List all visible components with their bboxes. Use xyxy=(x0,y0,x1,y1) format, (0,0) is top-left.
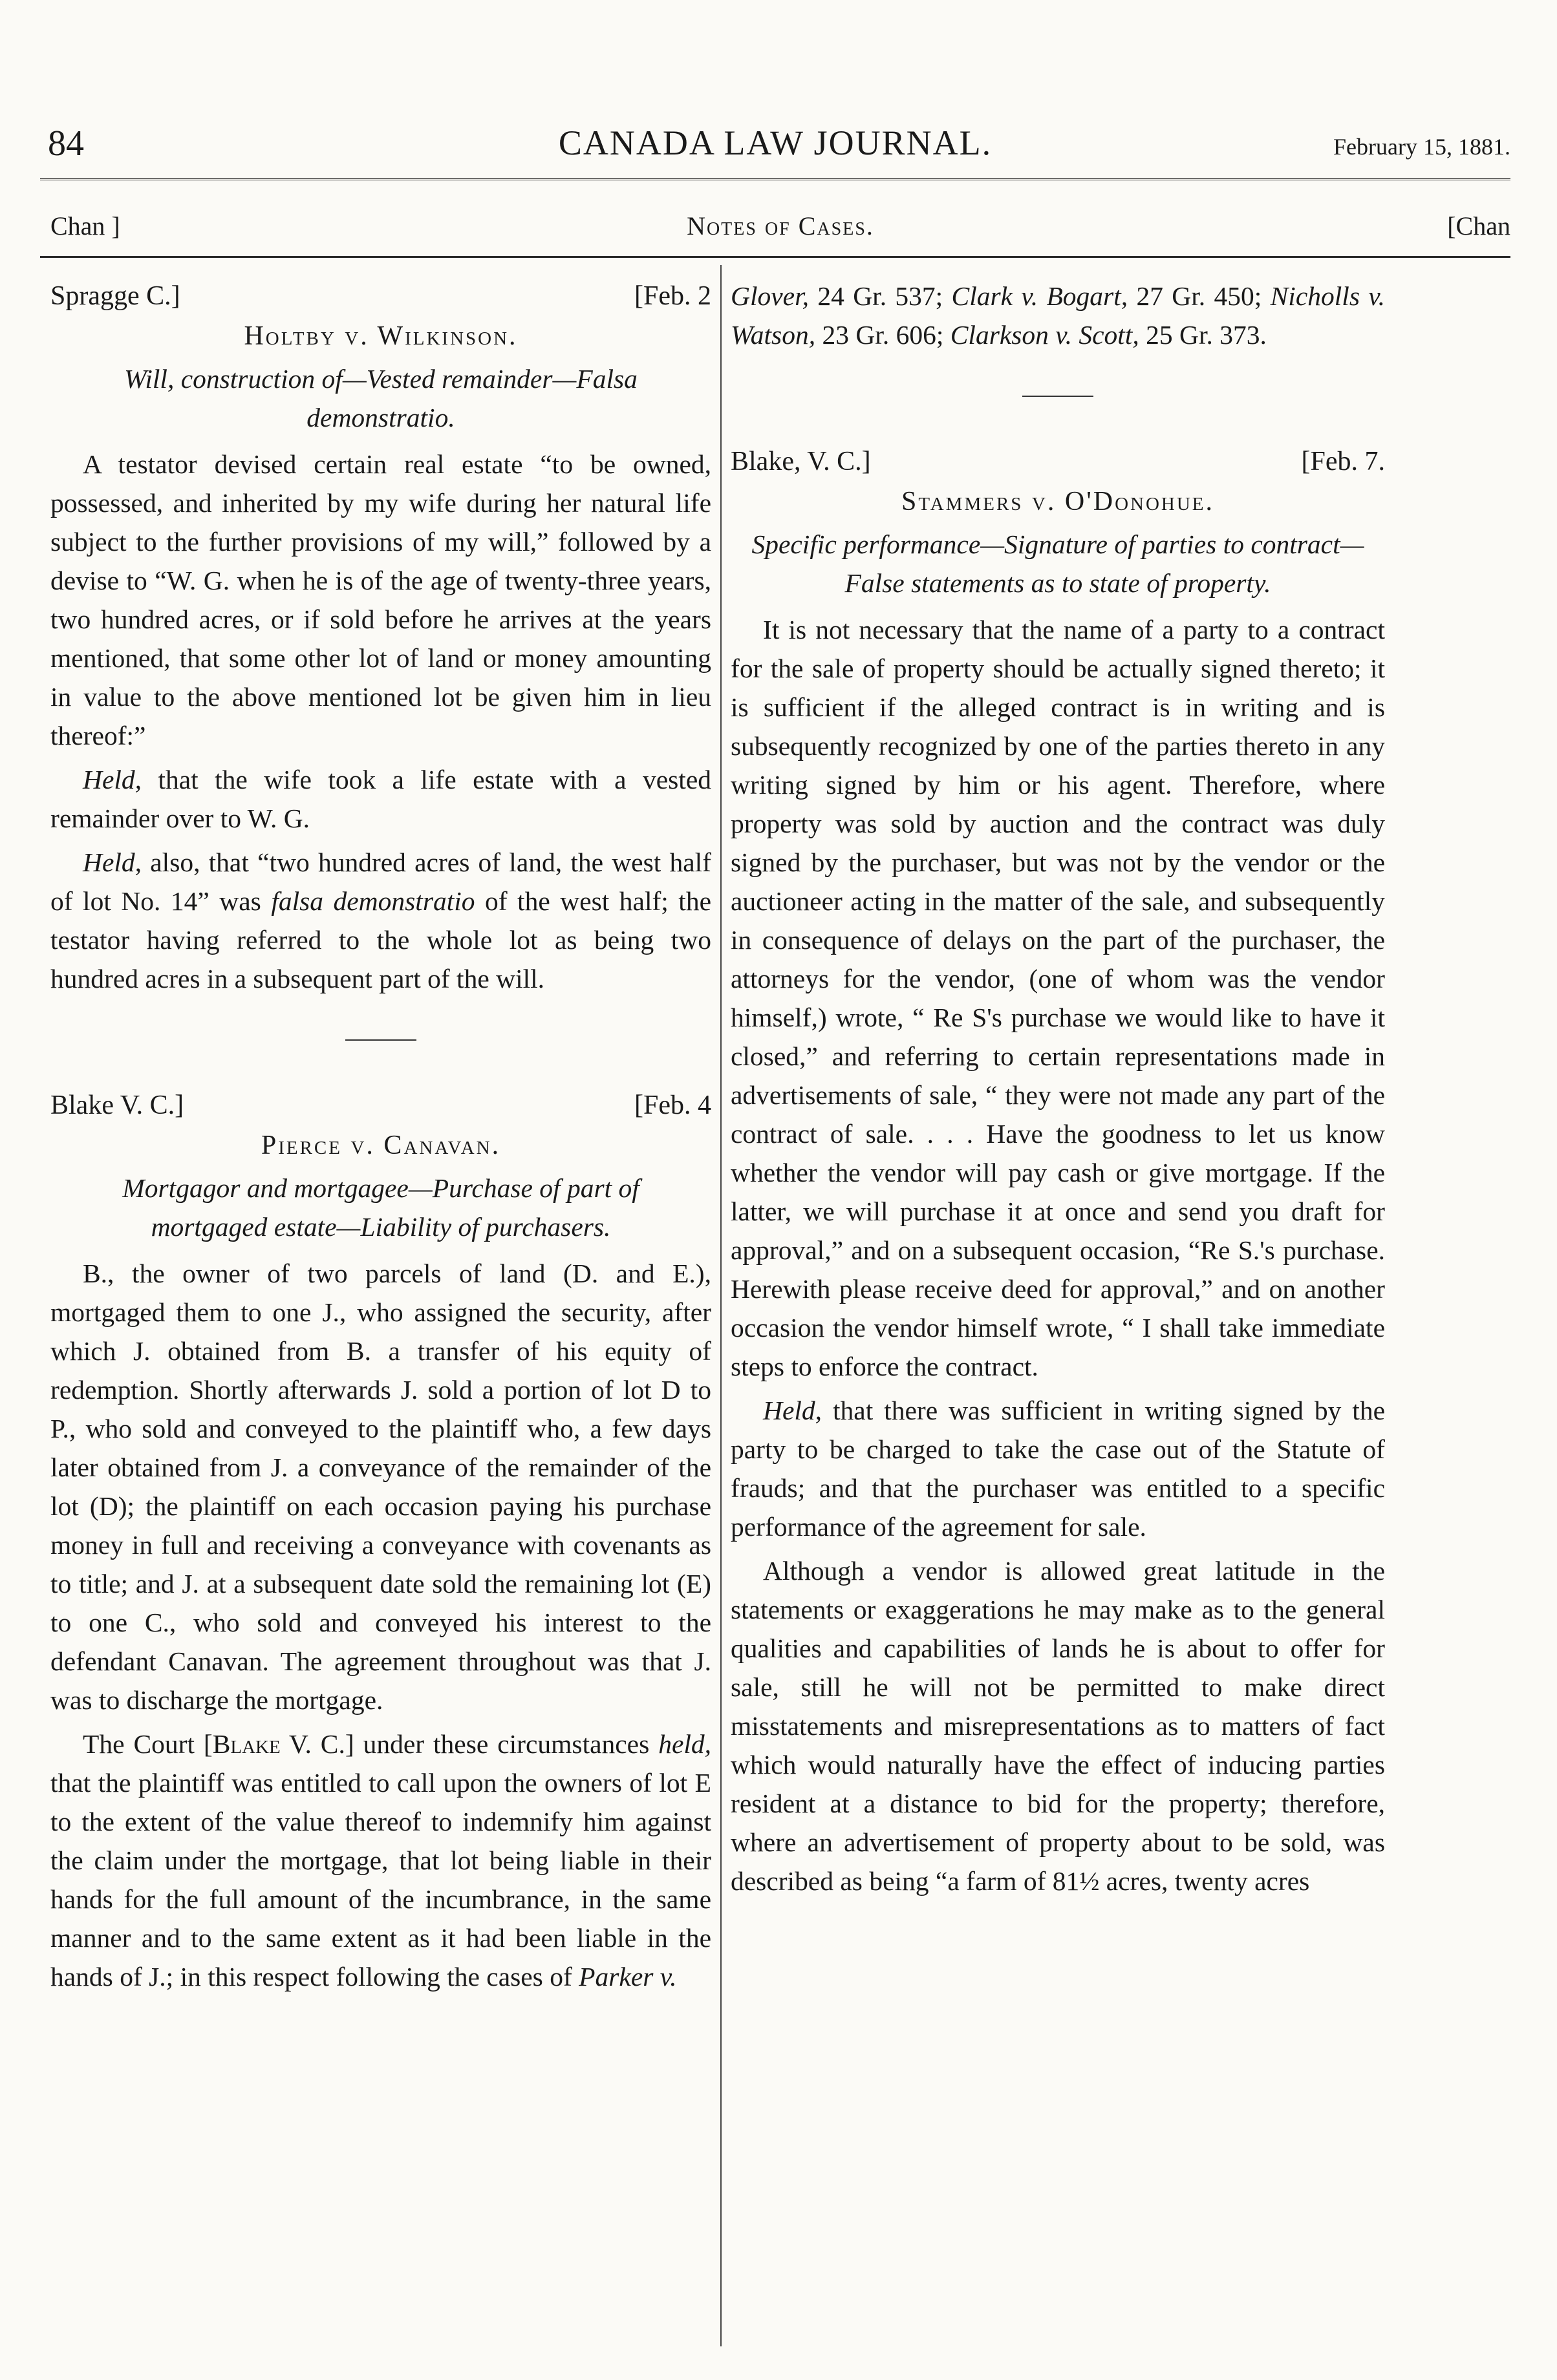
citation-name: Clarkson v. Scott, xyxy=(950,320,1139,350)
held-text: of the west half; the testator having referred to the whole lot as being two hundred acres in a subsequent part of the will. xyxy=(50,886,711,993)
citation-name: Clark v. Bogart, xyxy=(951,281,1128,311)
issue-date: February 15, 1881. xyxy=(1333,134,1510,160)
held-label: held, xyxy=(658,1729,711,1759)
case-header-stammers xyxy=(731,442,1385,482)
section-right-label: [Chan xyxy=(1447,211,1510,240)
case-date: [Feb. 4 xyxy=(634,1090,711,1120)
page-number: 84 xyxy=(48,123,84,164)
held-label: Held, xyxy=(83,847,142,877)
citation-ref: 23 Gr. 606; xyxy=(815,320,950,350)
section-rule xyxy=(40,256,1510,258)
citation-list xyxy=(731,277,1385,354)
case-separator xyxy=(345,1039,416,1041)
case-citation-name: Parker v. xyxy=(579,1962,677,1992)
case-title: Pierce v. Canavan. xyxy=(261,1131,501,1160)
held-paragraph xyxy=(731,1391,1385,1546)
case-header-holtby xyxy=(50,277,711,317)
case-title: Stammers v. O'Donohue. xyxy=(901,487,1215,516)
held-paragraph xyxy=(50,1725,711,1996)
citation-name: Glover, xyxy=(731,281,810,311)
citation-name: Nicholls v. Watson, xyxy=(731,281,1385,350)
case-date: [Feb. 2 xyxy=(634,281,711,311)
held-text: ] under these circumstances xyxy=(345,1729,659,1759)
case-subject: Mortgagor and mortgagee—Purchase of part of mortgaged estate—Liability of purchasers. xyxy=(122,1173,639,1242)
citation-ref: 27 Gr. 450; xyxy=(1128,281,1271,311)
case-separator xyxy=(1022,396,1093,397)
left-column xyxy=(50,277,711,2339)
judge-label: Blake, V. C.] xyxy=(731,447,871,476)
case-paragraph: Although a vendor is allowed great latitude in the statements or exaggerations he may make as to the general qualities and capabilities of lands he is about to offer for sale, still he will not be permitted to make direct misstatements and misrepresentations as to matters of fact which would naturally have the effect of inducing parties resident at a distance to bid for the property; therefore, where an advertisement of property about to be sold, was described as being “a farm of 81½ acres, twenty acres xyxy=(731,1556,1385,1896)
column-divider xyxy=(720,265,722,2346)
judge-label: Spragge C.] xyxy=(50,281,180,311)
held-label: Held, xyxy=(83,765,142,794)
held-paragraph xyxy=(50,843,711,998)
right-column xyxy=(731,277,1385,2339)
held-text: that there was sufficient in writing signed by the party to be charged to take the case out of the Statute of frauds; and that the purchaser was entitled to a specific performance of the agreement for sale. xyxy=(731,1396,1385,1542)
held-paragraph xyxy=(50,760,711,838)
header-rule xyxy=(40,178,1510,184)
held-text: that the plaintiff was entitled to call upon the owners of lot E to the extent of the value thereof to indemnify him against the claim under the mortgage, that lot being liable in their hands for the full amount of the incumbrance, in the same manner and to the same extent as it had been liable in the hands of J.; in this respect following the cases of xyxy=(50,1768,711,1992)
case-paragraph: It is not necessary that the name of a party to a contract for the sale of property should be actually signed thereto; it is sufficient if the alleged contract is in writing and is subsequently recognized by one of the parties thereto in any writing signed by him or his agent. Therefore, where property was sold by auction and the contract was duly signed by the purchaser, but was not by the vendor or the auctioneer acting in the matter of the sale, and subsequently in consequence of delays on the part of the purchaser, the attorneys for the vendor, (one of whom was the vendor himself,) wrote, “ Re S's purchase we would like to have it closed,” and referring to certain representations made in advertisements of sale, “ they were not made any part of the contract of sale. . . . Have the goodness to let us know whether the vendor will pay cash or give mortgage. If the latter, we will purchase it at once and send you draft for approval,” and on a subsequent occasion, “Re S.'s purchase. Herewith please receive deed for approval,” and on another occasion the vendor himself wrote, “ I shall take immediate steps to enforce the contract. xyxy=(731,615,1385,1381)
case-paragraph: B., the owner of two parcels of land (D. and E.), mortgaged them to one J., who assigned the security, after which J. obtained from B. a transfer of his equity of redemption. Shortly afterwards J. sold a portion of lot D to P., who sold and conveyed to the plaintiff who, a few days later obtained from J. a conveyance of the remainder of the lot (D); the plaintiff on each occasion paying his purchase money in full and receiving a conveyance with covenants as to title; and J. at a subsequent date sold the remaining lot (E) to one C., who sold and conveyed his interest to the defendant Canavan. The agreement throughout was that J. was to discharge the mortgage. xyxy=(50,1259,711,1715)
case-subject: Specific performance—Signature of parties to contract—False statements as to state of property. xyxy=(751,529,1364,598)
case-title: Holtby v. Wilkinson. xyxy=(244,321,518,351)
section-title: Notes of Cases. xyxy=(687,211,874,240)
citation-ref: 25 Gr. 373. xyxy=(1139,320,1267,350)
held-text: that the wife took a life estate with a vested remainder over to W. G. xyxy=(50,765,711,833)
held-text: also, that “two hundred acres of land, the west half of lot No. 14” was xyxy=(50,847,711,916)
judge-label: Blake V. C.] xyxy=(50,1090,184,1120)
journal-title: CANADA LAW JOURNAL. xyxy=(558,123,993,162)
citation-ref: 24 Gr. 537; xyxy=(809,281,952,311)
section-left-label: Chan ] xyxy=(50,211,120,240)
held-text: The Court [ xyxy=(83,1729,213,1759)
running-head xyxy=(40,116,1510,168)
held-label: Held, xyxy=(763,1396,822,1425)
case-paragraph: A testator devised certain real estate “to be owned, possessed, and inherited by my wife during her natural life subject to the further provisions of my will,” followed by a devise to “W. G. when he is of the age of twenty-three years, two hundred acres, or if sold before he arrives at the years mentioned, that some other lot of land or money amounting in value to the above mentioned lot be given him in lieu thereof:” xyxy=(50,449,711,750)
judge-reference: Blake V. C. xyxy=(212,1729,345,1759)
section-header xyxy=(50,208,1510,247)
case-date: [Feb. 7. xyxy=(1301,447,1385,476)
case-subject: Will, construction of—Vested remainder—Falsa demonstratio. xyxy=(124,364,638,432)
latin-phrase: falsa demonstratio xyxy=(271,886,475,916)
case-header-pierce xyxy=(50,1086,711,1126)
